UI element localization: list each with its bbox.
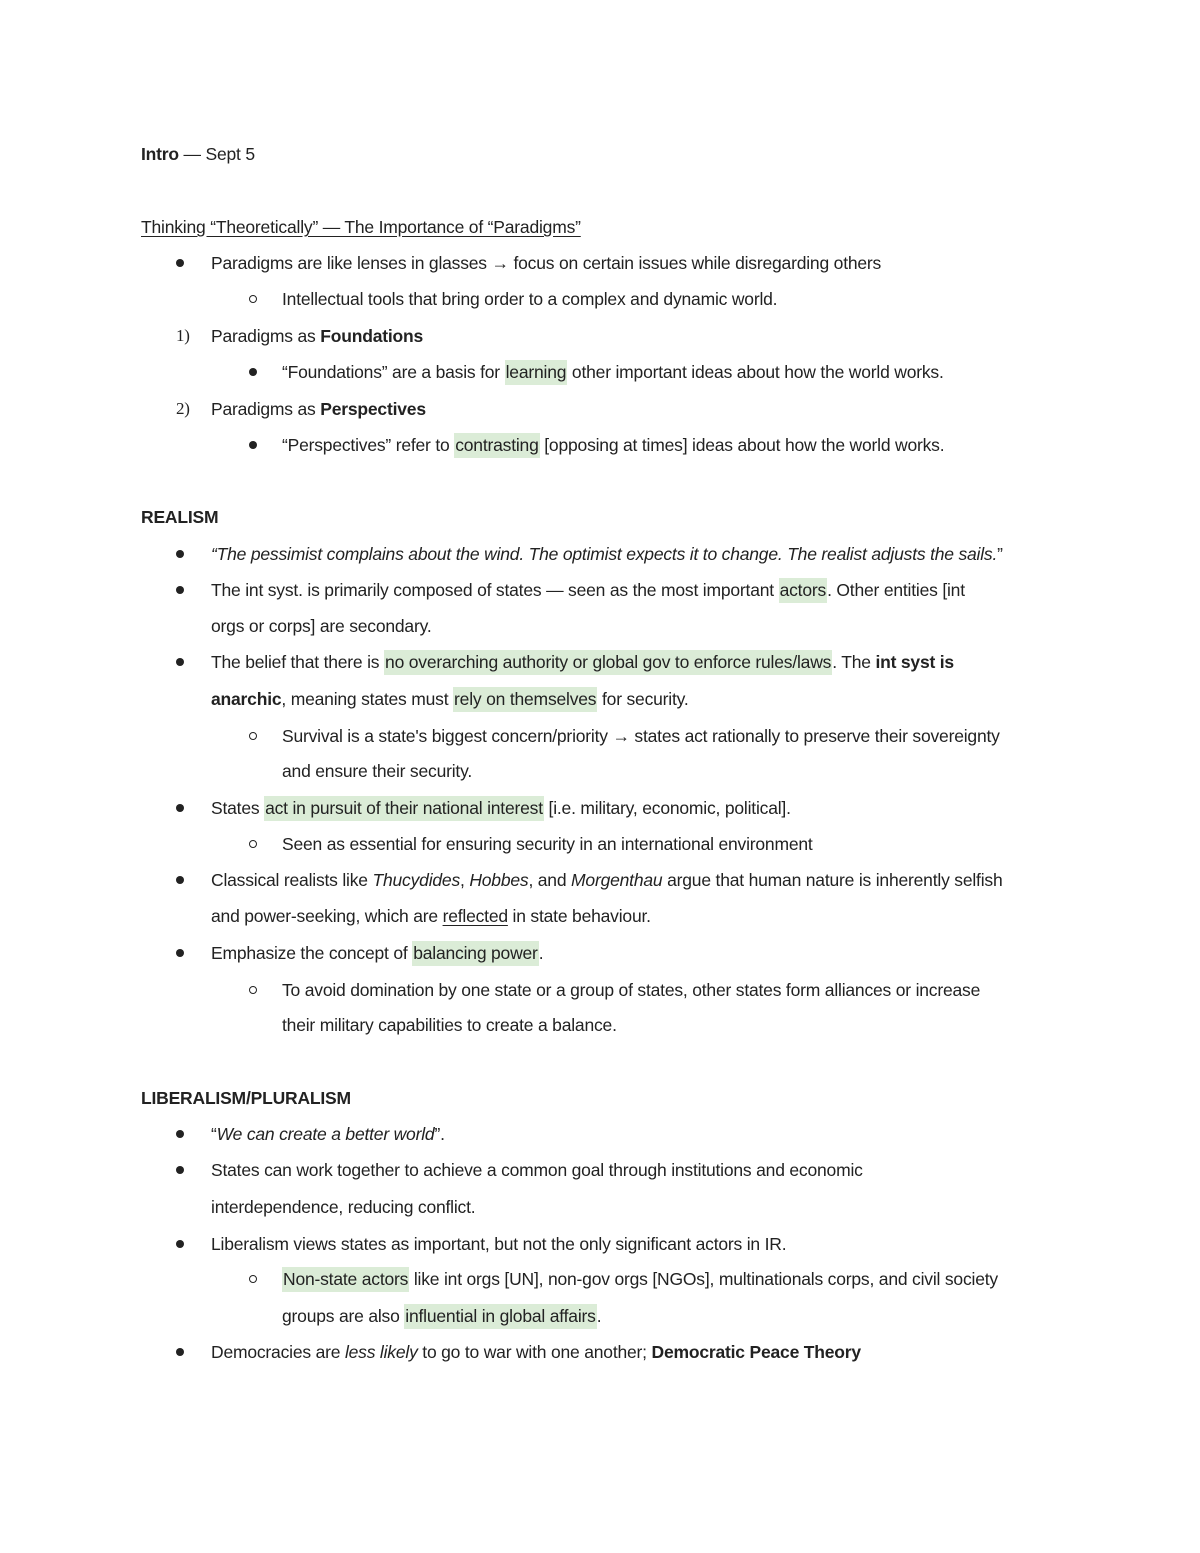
realism-bullet-2-line-1: The int syst. is primarily composed of states — seen as the most important actors. Other entities [int — [211, 577, 965, 603]
bullet-dot — [249, 359, 257, 385]
highlight: Non-state actors — [282, 1267, 409, 1292]
highlight: learning — [505, 360, 568, 385]
bullet-dot — [176, 795, 184, 821]
highlight: rely on themselves — [453, 687, 597, 712]
thinking-heading: Thinking “Theoretically” — The Importance of “Paradigms” — [141, 217, 581, 237]
highlight: balancing power — [412, 941, 538, 966]
sub-bullet-circle — [249, 831, 257, 857]
realism-bullet-6: Emphasize the concept of balancing power. — [211, 940, 543, 966]
bullet-dot — [176, 577, 184, 603]
bullet-dot — [176, 649, 184, 675]
bullet-dot — [176, 1339, 184, 1365]
list-number-1: 1) — [176, 326, 190, 345]
paradigms-perspectives: Paradigms as Perspectives — [211, 399, 426, 419]
bullet-dot — [176, 1121, 184, 1147]
liberalism-heading: LIBERALISM/PLURALISM — [141, 1088, 351, 1108]
realism-bullet-3-sub-line-1: Survival is a state's biggest concern/priority → states act rationally to preserve their sovereignty — [282, 726, 1000, 746]
realism-bullet-6-sub-line-1: To avoid domination by one state or a group of states, other states form alliances or increase — [282, 980, 981, 1000]
liberalism-bullet-4: Democracies are less likely to go to war with one another; Democratic Peace Theory — [211, 1342, 861, 1362]
realism-heading: REALISM — [141, 507, 219, 527]
bullet-dot — [176, 867, 184, 893]
bullet-dot — [176, 1157, 184, 1183]
sub-bullet-circle — [249, 286, 257, 312]
paradigms-foundations: Paradigms as Foundations — [211, 326, 424, 346]
intro-date: — Sept 5 — [178, 144, 255, 164]
bullet-dot — [176, 250, 184, 276]
realism-bullet-6-sub-line-2: their military capabilities to create a balance. — [282, 1015, 617, 1035]
sub-bullet-circle — [249, 723, 257, 749]
sub-bullet-circle — [249, 1266, 257, 1292]
bullet-dot — [249, 432, 257, 458]
liberalism-bullet-2-line-2: interdependence, reducing conflict. — [211, 1197, 476, 1217]
highlight: contrasting — [454, 433, 539, 458]
liberalism-bullet-3-sub-line-2: groups are also influential in global affairs. — [282, 1303, 601, 1329]
realism-quote: “The pessimist complains about the wind. The optimist expects it to change. The realist adjusts the sails.” — [211, 544, 1003, 564]
realism-bullet-2-line-2: orgs or corps] are secondary. — [211, 616, 432, 636]
realism-bullet-4: States act in pursuit of their national interest [i.e. military, economic, political]. — [211, 795, 791, 821]
foundations-sub: “Foundations” are a basis for learning other important ideas about how the world works. — [282, 359, 944, 385]
intro-label: Intro — [141, 144, 179, 164]
liberalism-bullet-3-sub-line-1: Non-state actors like int orgs [UN], non-gov orgs [NGOs], multinationals corps, and civil society — [282, 1266, 998, 1292]
realism-bullet-4-sub: Seen as essential for ensuring security in an international environment — [282, 834, 813, 854]
thinking-bullet-1-sub: Intellectual tools that bring order to a complex and dynamic world. — [282, 289, 778, 309]
liberalism-bullet-3: Liberalism views states as important, but not the only significant actors in IR. — [211, 1234, 787, 1254]
sub-bullet-circle — [249, 977, 257, 1003]
intro-title — [141, 141, 255, 167]
perspectives-sub: “Perspectives” refer to contrasting [opposing at times] ideas about how the world works. — [282, 432, 944, 458]
liberalism-quote: “We can create a better world”. — [211, 1124, 445, 1144]
list-number-2: 2) — [176, 399, 190, 418]
bullet-dot — [176, 940, 184, 966]
highlight: act in pursuit of their national interest — [264, 796, 544, 821]
realism-bullet-3-sub-line-2: and ensure their security. — [282, 761, 472, 781]
realism-bullet-5-line-1: Classical realists like Thucydides, Hobbes, and Morgenthau argue that human nature is inherently selfish — [211, 870, 1003, 890]
realism-bullet-5-line-2: and power-seeking, which are reflected in state behaviour. — [211, 906, 651, 926]
realism-bullet-3-line-1: The belief that there is no overarching authority or global gov to enforce rules/laws. The int syst is — [211, 649, 954, 675]
highlight: influential in global affairs — [404, 1304, 596, 1329]
liberalism-bullet-2-line-1: States can work together to achieve a common goal through institutions and economic — [211, 1160, 863, 1180]
realism-bullet-3-line-2: anarchic, meaning states must rely on themselves for security. — [211, 686, 689, 712]
highlight: no overarching authority or global gov to enforce rules/laws — [384, 650, 832, 675]
highlight: actors — [779, 578, 827, 603]
bullet-dot — [176, 1231, 184, 1257]
bullet-dot — [176, 541, 184, 567]
thinking-bullet-1: Paradigms are like lenses in glasses → focus on certain issues while disregarding others — [211, 253, 882, 273]
